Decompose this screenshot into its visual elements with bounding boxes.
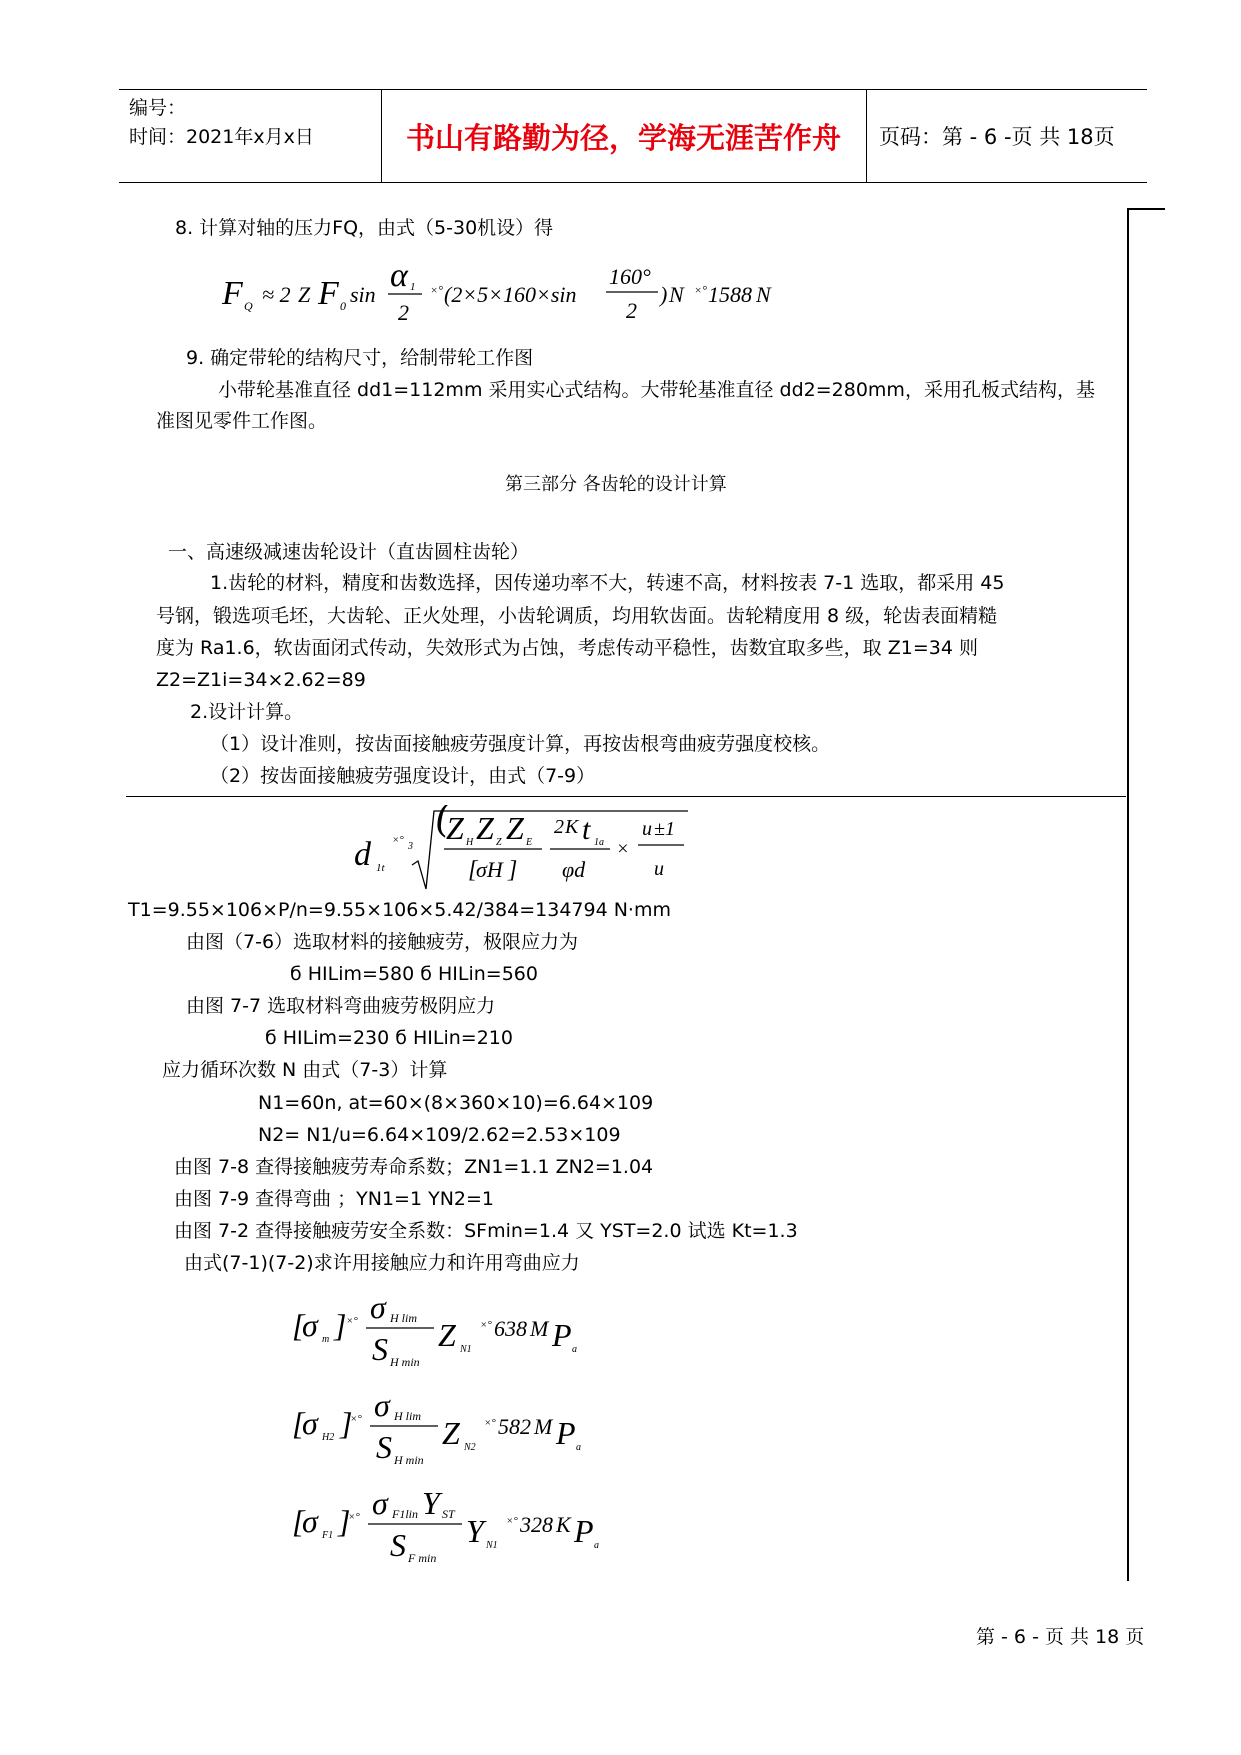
- page-label: 页码：第 - 6 -页 共 18页: [879, 125, 1115, 149]
- paragraph-line: 由图 7-7 选取材料弯曲疲劳极阴应力: [186, 995, 496, 1017]
- svg-text:0: 0: [340, 299, 346, 313]
- svg-text:×°: ×°: [506, 1515, 518, 1527]
- svg-text:1a: 1a: [594, 837, 604, 848]
- number-label: 编号：: [129, 97, 187, 119]
- svg-text:(: (: [436, 805, 450, 838]
- svg-text:2: 2: [554, 816, 564, 838]
- svg-text:a: a: [572, 1344, 577, 1355]
- paragraph-line: 小带轮基准直径 dd1=112mm 采用实心式结构。大带轮基准直径 dd2=280mm，采用孔板式结构，基: [218, 379, 1095, 401]
- svg-text:E: E: [526, 837, 533, 848]
- svg-text:Y: Y: [466, 1513, 484, 1549]
- svg-text:F1: F1: [322, 1530, 334, 1541]
- svg-text:F1lin: F1lin: [392, 1507, 418, 1521]
- svg-text:Z: Z: [442, 1415, 460, 1451]
- svg-text:Q: Q: [244, 299, 253, 313]
- svg-text:3: 3: [408, 841, 413, 852]
- svg-text:582: 582: [498, 1414, 531, 1439]
- svg-text:N: N: [669, 282, 684, 307]
- svg-text:Z: Z: [506, 810, 524, 846]
- svg-text:α: α: [390, 258, 408, 294]
- paragraph-line: 2.设计计算。: [190, 701, 304, 723]
- paragraph-line: 1.齿轮的材料，精度和齿数选择，因传递功率不大，转速不高，材料按表 7-1 选取，都采用 45: [210, 572, 1005, 594]
- svg-text:ST: ST: [442, 1507, 455, 1521]
- svg-text:2: 2: [398, 300, 409, 325]
- svg-text:638: 638: [494, 1316, 527, 1341]
- paragraph-line: б HILim=230 б HILin=210: [265, 1027, 513, 1049]
- svg-text:σ: σ: [302, 1503, 318, 1539]
- svg-text:H min: H min: [394, 1453, 424, 1467]
- header-meta: [129, 94, 379, 152]
- svg-text:Z: Z: [446, 810, 464, 846]
- paragraph-line: N1=60n, at=60×(8×360×10)=6.64×109: [258, 1092, 654, 1114]
- paragraph-line: Z2=Z1i=34×2.62=89: [156, 669, 366, 691]
- svg-text:F min: F min: [408, 1551, 437, 1565]
- svg-text:1t: 1t: [376, 862, 385, 874]
- svg-text:[: [: [292, 1503, 305, 1539]
- svg-text:H min: H min: [390, 1355, 420, 1369]
- svg-text:]: ]: [508, 857, 518, 883]
- svg-text:160°: 160°: [609, 264, 651, 289]
- svg-text:M: M: [534, 1414, 553, 1439]
- svg-text:P: P: [574, 1513, 594, 1549]
- svg-text:×°: ×°: [484, 1417, 496, 1429]
- svg-text:]: ]: [338, 1503, 351, 1539]
- svg-text:P: P: [552, 1317, 572, 1353]
- svg-text:a: a: [576, 1442, 581, 1453]
- heading-1: 一、高速级减速齿轮设计（直齿圆柱齿轮）: [168, 541, 530, 563]
- svg-text:[: [: [292, 1307, 305, 1343]
- svg-text:≈ 2: ≈ 2: [262, 282, 291, 307]
- svg-text:S: S: [390, 1527, 406, 1563]
- svg-text:sin: sin: [350, 282, 376, 307]
- svg-text:M: M: [530, 1316, 549, 1341]
- svg-text:K: K: [565, 816, 579, 838]
- svg-text:σ: σ: [370, 1290, 386, 1325]
- svg-text:[: [: [468, 857, 478, 883]
- equation-d1t-graphic: [350, 805, 700, 895]
- svg-text:Y: Y: [422, 1486, 440, 1521]
- svg-text:σ: σ: [302, 1405, 318, 1441]
- svg-text:φd: φd: [562, 857, 586, 882]
- divider-line: [126, 796, 1126, 797]
- svg-text:×°: ×°: [694, 283, 707, 297]
- svg-text:H: H: [466, 837, 474, 848]
- svg-text:N: N: [756, 282, 771, 307]
- paragraph-line: N2= N1/u=6.64×109/2.62=2.53×109: [258, 1124, 621, 1146]
- svg-text:N1: N1: [460, 1344, 472, 1355]
- svg-text:(2×5×160×sin: (2×5×160×sin: [444, 282, 577, 307]
- paragraph-line: 准图见零件工作图。: [156, 410, 328, 432]
- svg-text:): ): [660, 282, 668, 307]
- svg-text:Z: Z: [298, 282, 311, 307]
- svg-text:Z: Z: [438, 1317, 456, 1353]
- svg-text:×°: ×°: [346, 1315, 358, 1327]
- svg-text:t: t: [582, 813, 591, 846]
- paragraph-line: 由式(7-1)(7-2)求许用接触应力和许用弯曲应力: [184, 1252, 580, 1274]
- svg-text:N1: N1: [486, 1540, 498, 1551]
- svg-text:σ: σ: [372, 1486, 388, 1521]
- svg-text:u: u: [642, 818, 652, 840]
- svg-text:H lim: H lim: [394, 1409, 422, 1423]
- margin-bracket: [1127, 208, 1165, 1581]
- svg-text:Z: Z: [496, 837, 502, 848]
- svg-text:×°: ×°: [392, 834, 404, 846]
- page-footer: 第 - 6 - 页 共 18 页: [976, 1626, 1145, 1648]
- svg-text:H2: H2: [322, 1432, 335, 1443]
- equation-sigma-f1-graphic: [290, 1486, 670, 1566]
- svg-text:F: F: [222, 275, 243, 312]
- svg-text:2: 2: [626, 298, 637, 323]
- svg-text:u: u: [654, 858, 664, 880]
- svg-text:]: ]: [334, 1307, 347, 1343]
- svg-text:×°: ×°: [430, 283, 443, 297]
- svg-text:[: [: [292, 1405, 305, 1441]
- paragraph-line: 由图 7-9 查得弯曲 ；YN1=1 YN2=1: [174, 1188, 495, 1210]
- svg-text:m: m: [322, 1334, 330, 1345]
- svg-text:H lim: H lim: [390, 1311, 418, 1325]
- svg-text:×°: ×°: [350, 1413, 362, 1425]
- equation-sigma-h1: [290, 1290, 650, 1375]
- svg-text:σ: σ: [374, 1388, 390, 1423]
- paragraph-line: 度为 Ra1.6，软齿面闭式传动，失效形式为占蚀，考虑传动平稳性，齿数宜取多些，取 Z1=34 则: [156, 637, 978, 659]
- step-8: 8. 计算对轴的压力FQ，由式（5-30机设）得: [175, 217, 554, 239]
- paragraph-line: T1=9.55×106×P/n=9.55×106×5.42/384=134794 N·mm: [128, 899, 671, 921]
- paragraph-line: （1）设计准则，按齿面接触疲劳强度计算，再按齿根弯曲疲劳强度校核。: [210, 733, 831, 755]
- svg-text:F: F: [318, 275, 339, 312]
- paragraph-line: 由图 7-2 查得接触疲劳安全系数：SFmin=1.4 又 YST=2.0 试选 Kt=1.3: [174, 1220, 798, 1242]
- paragraph-line: （2）按齿面接触疲劳强度设计，由式（7-9）: [210, 765, 596, 787]
- equation-sigma-h2-graphic: [290, 1388, 650, 1468]
- svg-text:K: K: [556, 1512, 571, 1537]
- svg-text:328: 328: [520, 1512, 553, 1537]
- equation-fq: [218, 258, 818, 335]
- svg-text:d: d: [354, 836, 371, 873]
- svg-text:×°: ×°: [348, 1511, 360, 1523]
- svg-text:Z: Z: [476, 810, 494, 846]
- svg-text:N2: N2: [464, 1442, 476, 1453]
- svg-text:±1: ±1: [654, 818, 675, 840]
- equation-sigma-h1-graphic: [290, 1290, 650, 1370]
- equation-sigma-h2: [290, 1388, 650, 1473]
- paragraph-line: 由图 7-8 查得接触疲劳寿命系数；ZN1=1.1 ZN2=1.04: [174, 1156, 654, 1178]
- svg-text:a: a: [594, 1540, 599, 1551]
- svg-text:×: ×: [616, 838, 630, 860]
- motto: 书山有路勤为径，学海无涯苦作舟: [405, 120, 841, 155]
- svg-text:S: S: [372, 1331, 388, 1367]
- equation-fq-graphic: [218, 258, 818, 328]
- equation-sigma-f1: [290, 1486, 670, 1571]
- step-9: 9. 确定带轮的结构尺寸，给制带轮工作图: [186, 347, 534, 369]
- svg-text:1588: 1588: [708, 282, 752, 307]
- paragraph-line: 应力循环次数 N 由式（7-3）计算: [162, 1059, 448, 1081]
- equation-d1t: [350, 805, 700, 900]
- svg-text:σH: σH: [476, 857, 503, 882]
- paragraph-line: 由图（7-6）选取材料的接触疲劳，极限应力为: [186, 931, 579, 953]
- svg-text:σ: σ: [302, 1307, 318, 1343]
- paragraph-line: б HILim=580 б HILin=560: [290, 963, 538, 985]
- time-label: 时间：2021年x月x日: [129, 126, 314, 148]
- svg-text:P: P: [556, 1415, 576, 1451]
- svg-text:S: S: [376, 1429, 392, 1465]
- svg-text:]: ]: [340, 1405, 353, 1441]
- paragraph-line: 号钢，锻选项毛坯，大齿轮、正火处理，小齿轮调质，均用软齿面。齿轮精度用 8 级，轮齿表面精糙: [156, 605, 998, 627]
- svg-text:×°: ×°: [480, 1319, 492, 1331]
- page-header: [119, 89, 1147, 183]
- svg-text:1: 1: [410, 281, 416, 293]
- header-divider: [866, 90, 867, 182]
- section-title: 第三部分 各齿轮的设计计算: [505, 474, 727, 495]
